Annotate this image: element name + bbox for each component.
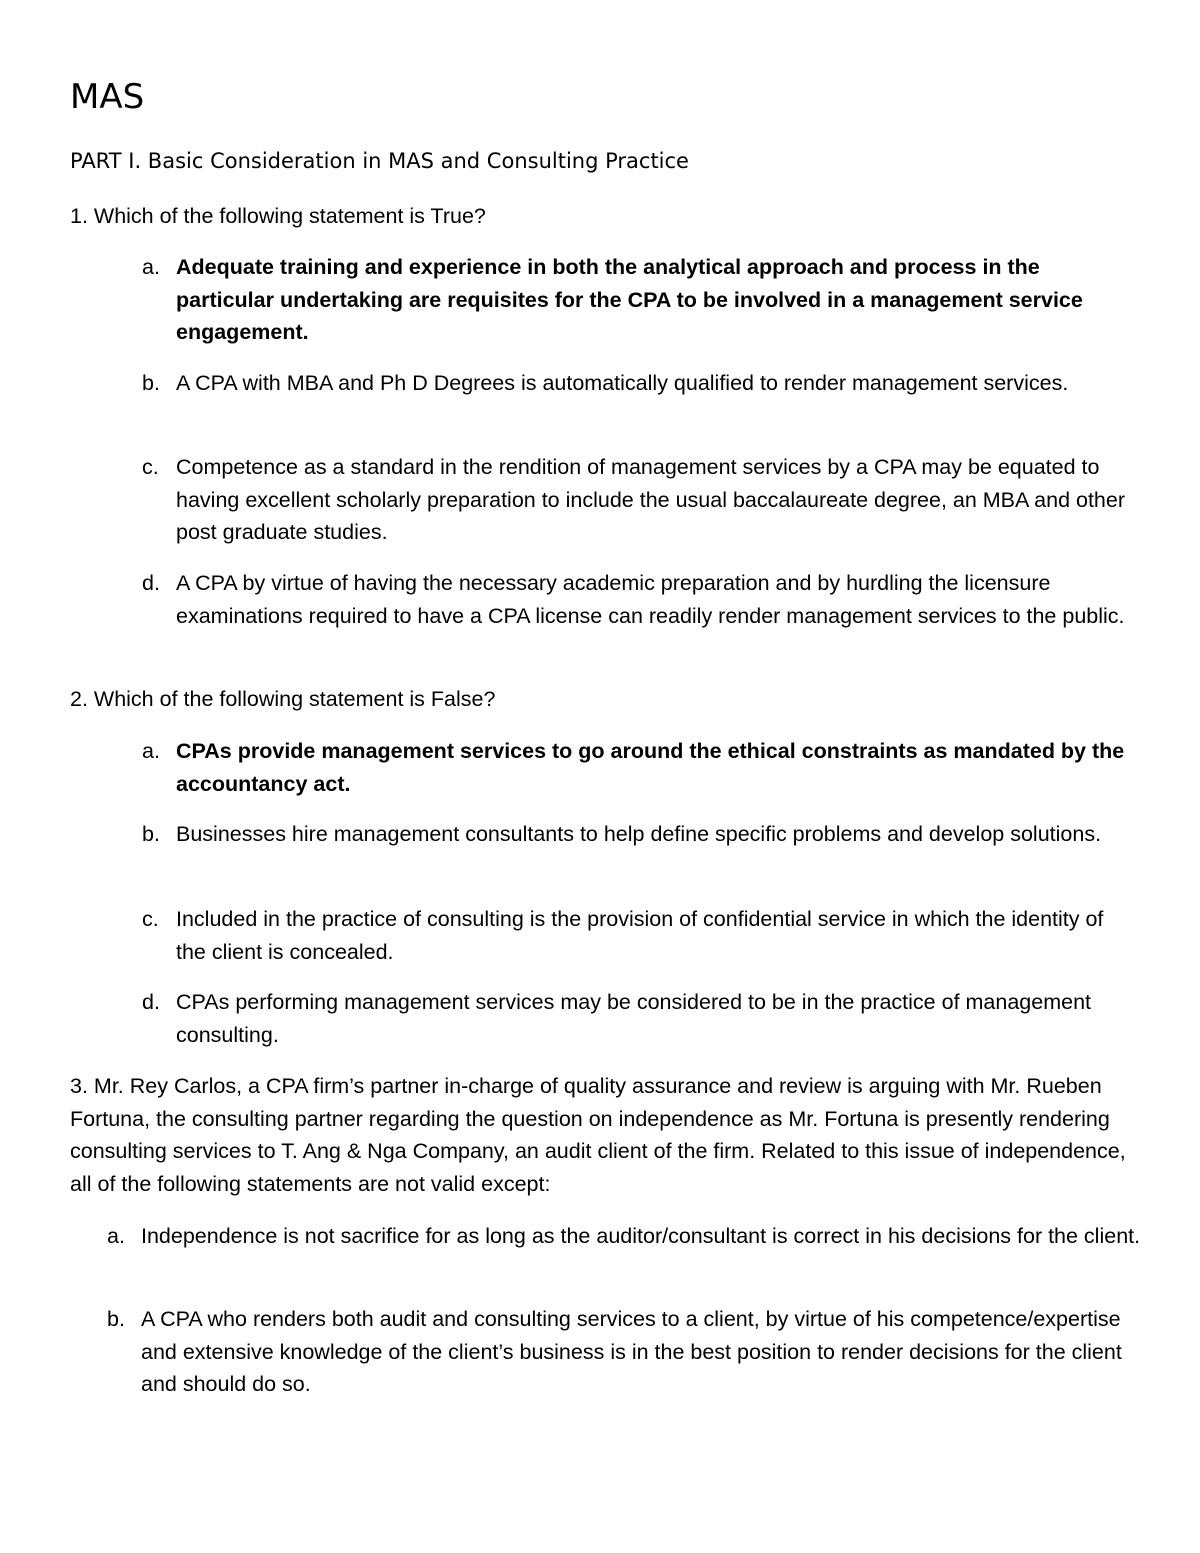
question-1-stem: 1. Which of the following statement is True? <box>70 204 486 228</box>
question-2-option-c <box>142 903 1136 968</box>
question-1-option-b <box>142 367 1136 400</box>
question-3-option-a <box>107 1220 1141 1253</box>
option-letter: b. <box>142 822 160 846</box>
option-text: A CPA who renders both audit and consulting services to a client, by virtue of his competence/expertise and extensive knowledge of the client’s business is in the best position to render decisions for the client and should do so. <box>141 1307 1122 1396</box>
option-text: CPAs provide management services to go around the ethical constraints as mandated by the accountancy act. <box>176 739 1125 796</box>
question-1-option-a <box>142 251 1136 349</box>
option-text: Businesses hire management consultants to help define specific problems and develop solutions. <box>176 822 1102 846</box>
question-2-stem: 2. Which of the following statement is False? <box>70 687 496 711</box>
option-letter: a. <box>142 739 160 763</box>
question-2-option-b <box>142 818 1136 851</box>
option-letter: a. <box>142 255 160 279</box>
document-title: MAS <box>70 77 145 117</box>
question-2-option-d <box>142 986 1136 1051</box>
question-2-option-a <box>142 735 1136 800</box>
option-text: A CPA by virtue of having the necessary academic preparation and by hurdling the licensure examinations required to have a CPA license can readily render management services to the public. <box>176 571 1125 628</box>
option-text: Independence is not sacrifice for as long as the auditor/consultant is correct in his decisions for the client. <box>141 1224 1141 1248</box>
part-heading: PART I. Basic Consideration in MAS and Consulting Practice <box>70 149 689 173</box>
option-text: A CPA with MBA and Ph D Degrees is automatically qualified to render management services. <box>176 371 1069 395</box>
option-letter: a. <box>107 1224 125 1248</box>
question-3-option-b <box>107 1303 1141 1401</box>
option-text: CPAs performing management services may be considered to be in the practice of management consulting. <box>176 990 1092 1047</box>
option-letter: d. <box>142 571 160 595</box>
option-letter: d. <box>142 990 160 1014</box>
option-letter: c. <box>142 455 159 479</box>
question-3-stem: 3. Mr. Rey Carlos, a CPA firm’s partner in-charge of quality assurance and review is arguing with Mr. Rueben Fortuna, the consulting partner regarding the question on independence as Mr. Fortuna is presently rendering consulting services to T. Ang & Nga Company, an audit client of the firm. Related to this issue of independence, all of the following statements are not valid except: <box>70 1074 1126 1196</box>
option-letter: c. <box>142 907 159 931</box>
question-1-option-d <box>142 567 1136 632</box>
option-text: Competence as a standard in the rendition of management services by a CPA may be equated to having excellent scholarly preparation to include the usual baccalaureate degree, an MBA and other post graduate studies. <box>176 455 1126 544</box>
option-text: Included in the practice of consulting is the provision of confidential service in which the identity of the client is concealed. <box>176 907 1104 964</box>
option-letter: b. <box>142 371 160 395</box>
option-letter: b. <box>107 1307 125 1331</box>
option-text: Adequate training and experience in both the analytical approach and process in the particular undertaking are requisites for the CPA to be involved in a management service engagement. <box>176 255 1083 344</box>
question-1-option-c <box>142 451 1136 549</box>
